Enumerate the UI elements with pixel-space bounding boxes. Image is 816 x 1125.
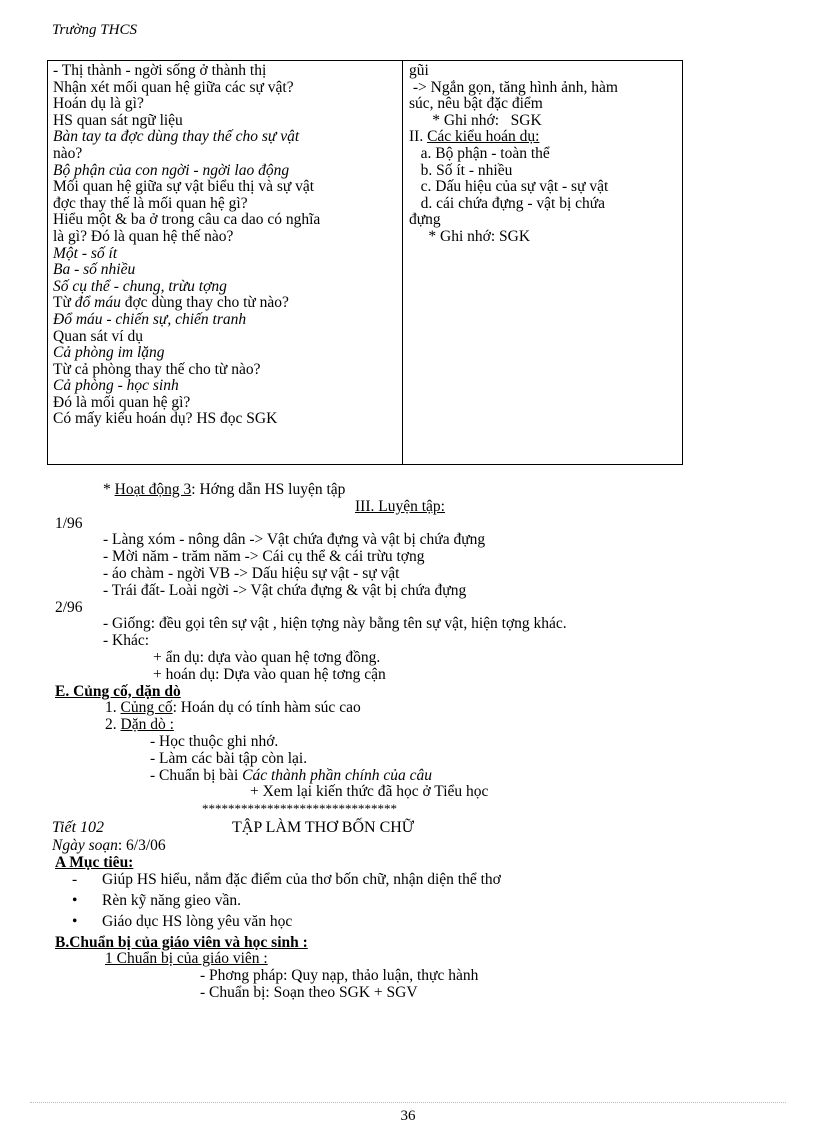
lesson-number: Tiết 102: [52, 818, 105, 836]
table-left-line: Đó là mối quan hệ gì?: [53, 393, 191, 411]
table-left-line: Cả phòng - học sinh: [53, 377, 179, 395]
table-left-line: - Thị thành - ngời sống ở thành thị: [53, 62, 267, 79]
table-left-line: Quan sát ví dụ: [53, 327, 143, 345]
exercise-1-list: [0, 532, 816, 599]
teacher-prep-heading: 1 Chuẩn bị của giáo viên :: [105, 950, 268, 968]
table-right-line: a. Bộ phận - toàn thể: [409, 144, 550, 162]
homework-task-3: - Chuẩn bị bài Các thành phần chính của câu: [150, 766, 432, 784]
teacher-student-column: [53, 63, 398, 428]
lesson-table: [47, 60, 683, 465]
document-body: [0, 482, 816, 1002]
table-left-line: Bộ phận của con ngời - ngời lao động: [53, 161, 290, 179]
footer-rule: [30, 1102, 786, 1103]
table-right-line: II. Các kiểu hoán dụ:: [409, 128, 540, 146]
exercise-2-item: - Khác:: [103, 632, 150, 650]
table-left-line: nào?: [53, 144, 83, 162]
teacher-prep-item: - Chuẩn bị: Soạn theo SGK + SGV: [200, 983, 418, 1001]
homework-list: [0, 734, 816, 768]
table-left-line: Mối quan hệ giữa sự vật biểu thị và sự vật: [53, 178, 315, 196]
table-left-line: Hoán dụ là gì?: [53, 95, 144, 113]
table-left-line: là gì? Đó là quan hệ thế nào?: [53, 227, 234, 245]
objective-item: • Giáo dục HS lòng yêu văn học: [72, 912, 293, 930]
table-right-line: gũi: [409, 62, 429, 79]
table-left-line: đợc thay thế là mối quan hệ gì?: [53, 194, 248, 212]
table-left-line: Số cụ thể - chung, trừu tợng: [53, 277, 227, 295]
objective-item: • Rèn kỹ năng gieo vần.: [72, 891, 242, 909]
content-column: [409, 63, 679, 246]
exercise-1-label: 1/96: [55, 514, 83, 532]
table-right-line: súc, nêu bật đặc điểm: [409, 95, 543, 113]
table-right-line: b. Số ít - nhiều: [409, 161, 513, 179]
lesson-title: TẬP LÀM THƠ BỐN CHỮ: [232, 818, 415, 836]
table-left-line: Cả phòng im lặng: [53, 344, 165, 362]
prep-date: Ngày soạn: 6/3/06: [52, 836, 166, 854]
page-number: 36: [400, 1108, 416, 1124]
homework-task-4: + Xem lại kiến thức đã học ở Tiểu học: [250, 783, 489, 801]
separator-stars: ******************************: [202, 801, 397, 817]
table-right-line: đựng: [409, 211, 441, 229]
exercise-1-item: - Trái đất- Loài ngời -> Vật chứa đựng & vật bị chứa đựng: [103, 581, 467, 599]
section-a-title: A Mục tiêu:: [55, 853, 134, 871]
homework-task: - Làm các bài tập còn lại.: [150, 749, 308, 767]
exercise-2-subitem: + hoán dụ: Dựa vào quan hệ tơng cận: [153, 665, 386, 683]
lesson-title-row: [0, 818, 816, 838]
exercise-2-item: - Giống: đều gọi tên sự vật , hiện tợng này bằng tên sự vật, hiện tợng khác.: [103, 615, 567, 633]
exercise-2-sublist: [0, 650, 816, 684]
homework-task: - Học thuộc ghi nhớ.: [150, 732, 279, 750]
table-left-line: HS quan sát ngữ liệu: [53, 111, 183, 129]
table-left-line: Từ đổ máu đợc dùng thay cho từ nào?: [53, 294, 289, 312]
table-left-line: Có mấy kiểu hoán dụ? HS đọc SGK: [53, 410, 278, 428]
table-right-line: * Ghi nhớ: SGK: [409, 111, 542, 129]
practice-heading: III. Luyện tập:: [355, 497, 445, 515]
table-left-line: Ba - số nhiều: [53, 261, 136, 279]
exercise-1-item: - Làng xóm - nông dân -> Vật chứa đựng và vật bị chứa đựng: [103, 531, 486, 549]
table-right-line: c. Dấu hiệu của sự vật - sự vật: [409, 178, 609, 196]
objectives-list: [0, 872, 816, 935]
page-header: Trường THCS: [52, 22, 137, 38]
exercise-1-item: - Mời năm - trăm năm -> Cái cụ thể & cái trừu tợng: [103, 548, 425, 566]
exercise-2-label: 2/96: [55, 598, 83, 616]
section-b-title: B.Chuẩn bị của giáo viên và học sinh :: [55, 933, 308, 951]
teacher-prep-item: - Phơng pháp: Quy nạp, thảo luận, thực hành: [200, 967, 479, 985]
table-right-line: * Ghi nhớ: SGK: [409, 227, 531, 245]
table-left-line: Hiểu một & ba ở trong câu ca dao có nghĩa: [53, 211, 321, 229]
homework-heading: 2. Dặn dò :: [105, 716, 174, 734]
table-left-line: Nhận xét mối quan hệ giữa các sự vật?: [53, 78, 294, 96]
table-left-line: Từ cả phòng thay thế cho từ nào?: [53, 360, 261, 378]
section-e-title: E. Củng cố, dặn dò: [55, 682, 181, 700]
table-divider: [402, 61, 403, 464]
exercise-2-subitem: + ẩn dụ: dựa vào quan hệ tơng đồng.: [153, 648, 381, 666]
teacher-prep-list: [0, 968, 816, 1002]
consolidate-line: 1. Củng cố: Hoán dụ có tính hàm súc cao: [105, 699, 361, 717]
table-left-line: Đổ máu - chiến sự, chiến tranh: [53, 310, 247, 328]
exercise-2-list: [0, 616, 816, 650]
table-right-line: -> Ngắn gọn, tăng hình ảnh, hàm: [409, 78, 618, 96]
activity-heading: * Hoạt động 3: Hớng dẫn HS luyện tập: [103, 481, 346, 498]
objective-item: - Giúp HS hiểu, nắm đặc điểm của thơ bốn chữ, nhận diện thể thơ: [72, 870, 501, 888]
exercise-1-item: - áo chàm - ngời VB -> Dấu hiệu sự vật - sự vật: [103, 564, 400, 582]
table-right-line: d. cái chứa đựng - vật bị chứa: [409, 194, 606, 212]
table-left-line: Một - số ít: [53, 244, 118, 262]
table-left-line: Bàn tay ta đợc dùng thay thế cho sự vật: [53, 128, 300, 146]
